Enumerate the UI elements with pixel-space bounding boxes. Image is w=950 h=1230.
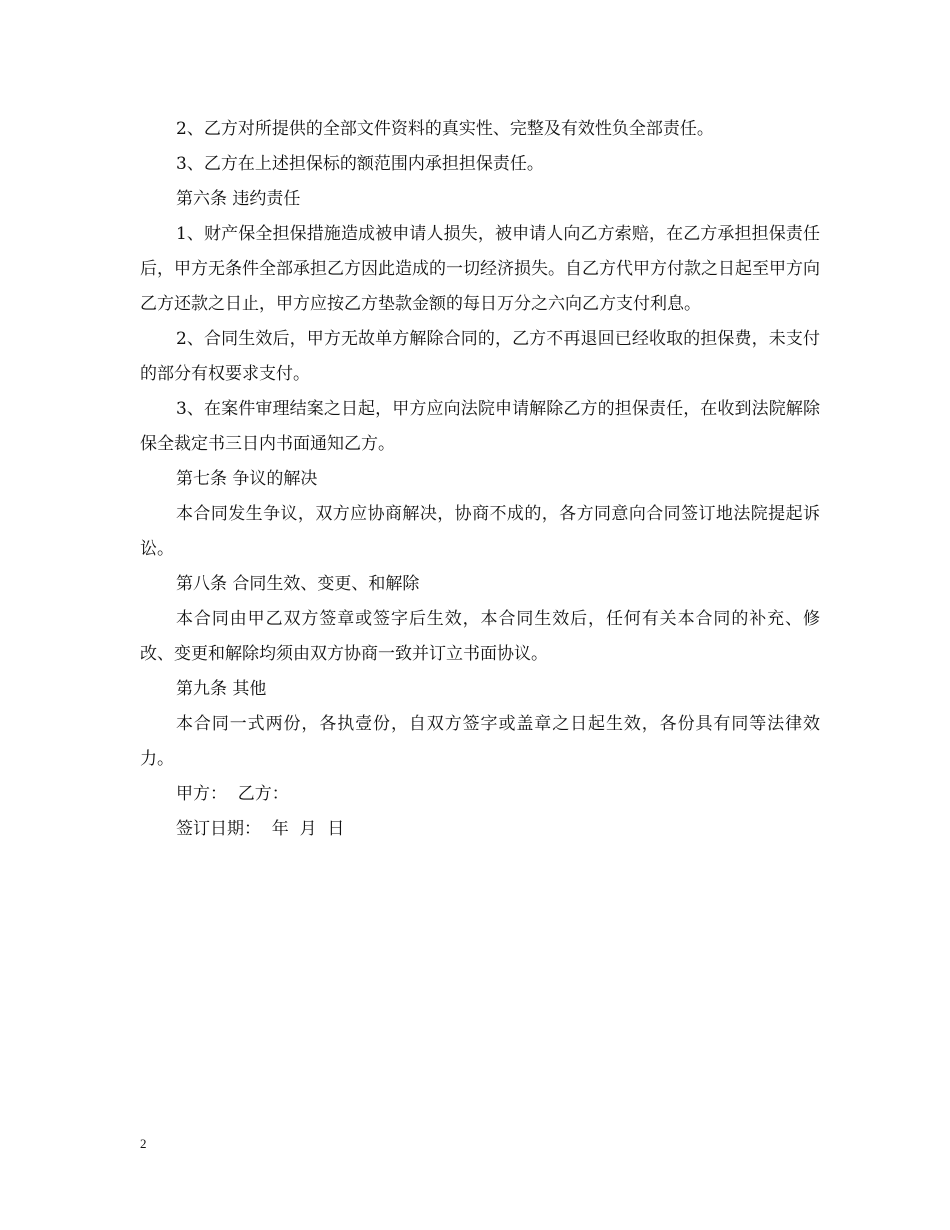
clause-item: 本合同一式两份，各执壹份，自双方签字或盖章之日起生效，各份具有同等法律效力。 <box>140 714 820 769</box>
section-heading: 第八条 合同生效、变更、和解除 <box>176 574 420 594</box>
clause-item: 2、乙方对所提供的全部文件资料的真实性、完整及有效性负全部责任。 <box>176 119 714 139</box>
section-heading: 第九条 其他 <box>176 679 267 699</box>
document-body <box>140 112 820 847</box>
clause-item: 本合同由甲乙双方签章或签字后生效，本合同生效后，任何有关本合同的补充、修改、变更和解除均须由双方协商一致并订立书面协议。 <box>140 609 820 664</box>
clause-item: 2、合同生效后，甲方无故单方解除合同的，乙方不再退回已经收取的担保费，未支付的部分有权要求支付。 <box>140 329 820 384</box>
page-number: 2 <box>140 1136 147 1151</box>
section-heading: 第七条 争议的解决 <box>176 469 318 489</box>
clause-item: 本合同发生争议，双方应协商解决，协商不成的，各方同意向合同签订地法院提起诉讼。 <box>140 504 820 559</box>
clause-item: 3、在案件审理结案之日起，甲方应向法院申请解除乙方的担保责任，在收到法院解除保全裁定书三日内书面通知乙方。 <box>140 399 820 454</box>
section-heading: 第六条 违约责任 <box>176 189 301 209</box>
signing-date: 签订日期： 年 月 日 <box>176 819 345 839</box>
clause-item: 1、财产保全担保措施造成被申请人损失，被申请人向乙方索赔，在乙方承担担保责任后，甲方无条件全部承担乙方因此造成的一切经济损失。自乙方代甲方付款之日起至甲方向乙方还款之日止，甲方应按乙方垫款金额的每日万分之六向乙方支付利息。 <box>140 224 820 314</box>
signature-parties: 甲方： 乙方： <box>176 784 289 804</box>
clause-item: 3、乙方在上述担保标的额范围内承担担保责任。 <box>176 154 544 174</box>
